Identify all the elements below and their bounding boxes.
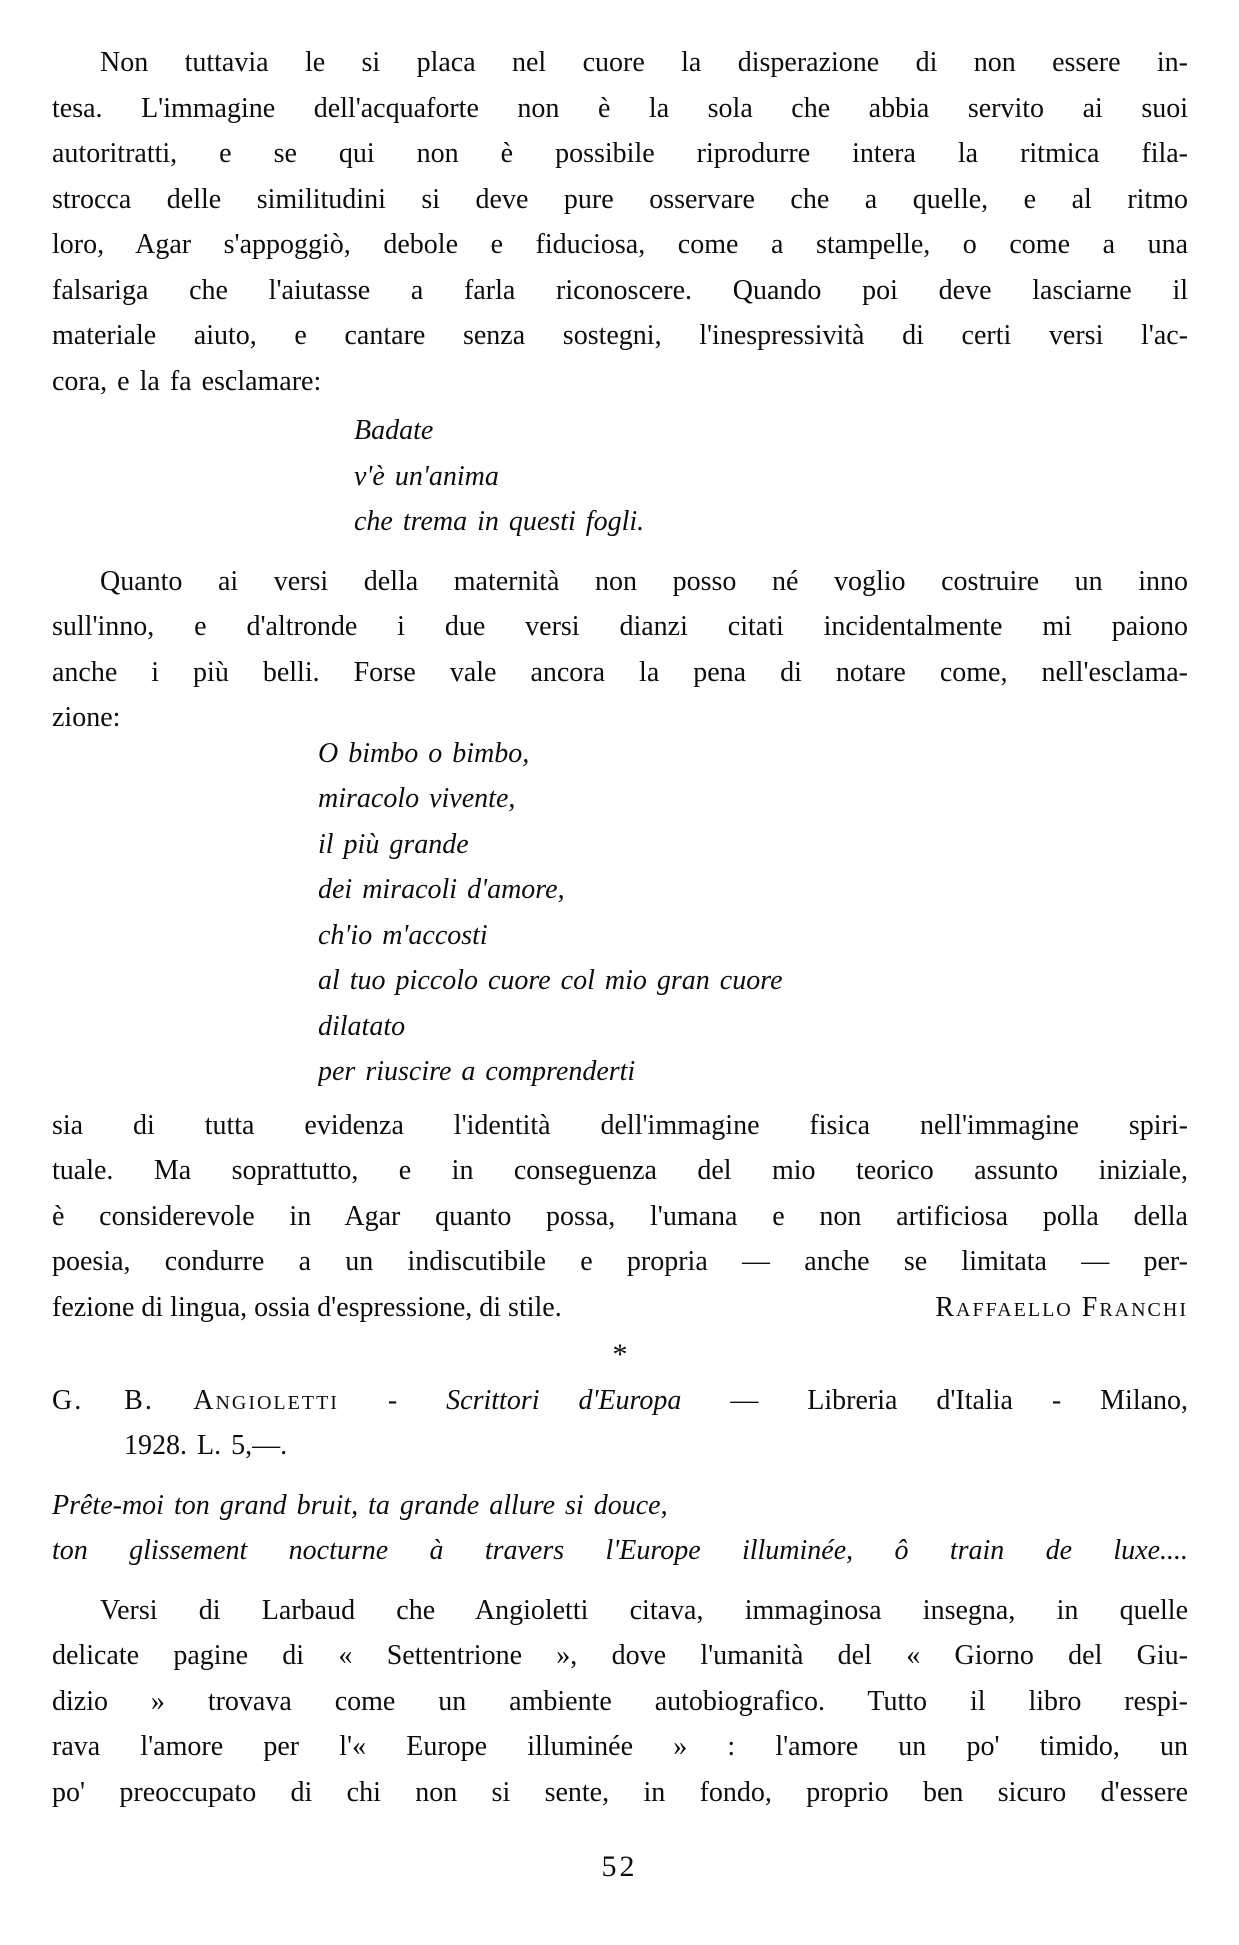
verse-line: Prête-moi ton grand bruit, ta grande allure si douce, bbox=[52, 1489, 668, 1521]
paragraph-2 bbox=[52, 559, 1188, 741]
poem-line: per riuscire a comprenderti bbox=[318, 1056, 636, 1087]
text-line: anche i più belli. Forse vale ancora la pena di notare come, nell'esclama- bbox=[52, 656, 1188, 688]
poem-line: ch'io m'accosti bbox=[318, 919, 488, 951]
text-line: sull'inno, e d'altronde i due versi dianzi citati incidentalmente mi paiono bbox=[52, 611, 1188, 642]
author-signature: Raffaello Franchi bbox=[935, 1291, 1188, 1323]
poem-line: Badate bbox=[354, 415, 434, 446]
poem-line: miracolo vivente, bbox=[318, 783, 516, 814]
bibliography-dash: — bbox=[730, 1384, 759, 1416]
closing-text: fezione di lingua, ossia d'espressione, di stile. bbox=[52, 1291, 562, 1323]
text-line: zione: bbox=[52, 702, 121, 733]
text-line: rava l'amore per l'« Europe illuminée » : l'amore un po' timido, un bbox=[52, 1731, 1188, 1762]
section-separator-star: * bbox=[612, 1338, 628, 1371]
page-number: 52 bbox=[601, 1850, 638, 1883]
poem-quote-2 bbox=[318, 731, 1188, 1095]
text-line: Versi di Larbaud che Angioletti citava, immaginosa insegna, in quelle bbox=[100, 1594, 1188, 1626]
poem-line: che trema in questi fogli. bbox=[354, 506, 645, 537]
bibliography-price-line: 1928. L. 5,—. bbox=[124, 1430, 288, 1461]
paragraph-4 bbox=[52, 1588, 1188, 1816]
poem-line: il più grande bbox=[318, 828, 469, 860]
text-line: falsariga che l'aiutasse a farla riconoscere. Quando poi deve lasciarne il bbox=[52, 274, 1188, 306]
closing-line-row bbox=[52, 1285, 1188, 1331]
text-line: sia di tutta evidenza l'identità dell'immagine fisica nell'immagine spiri- bbox=[52, 1109, 1188, 1141]
text-line: loro, Agar s'appoggiò, debole e fiduciosa, come a stampelle, o come a una bbox=[52, 229, 1188, 260]
bibliography-title: Scrittori d'Europa bbox=[446, 1384, 682, 1416]
poem-line: dilatato bbox=[318, 1010, 406, 1042]
text-line: tesa. L'immagine dell'acquaforte non è la sola che abbia servito ai suoi bbox=[52, 92, 1188, 124]
bibliography-line-1 bbox=[52, 1378, 1188, 1424]
text-line: dizio » trovava come un ambiente autobiografico. Tutto il libro respi- bbox=[52, 1685, 1188, 1717]
text-line: Quanto ai versi della maternità non posso né voglio costruire un inno bbox=[100, 565, 1188, 597]
text-line: tuale. Ma soprattutto, e in conseguenza del mio teorico assunto iniziale, bbox=[52, 1155, 1188, 1186]
poem-line: dei miracoli d'amore, bbox=[318, 874, 565, 905]
poem-line: O bimbo o bimbo, bbox=[318, 737, 530, 769]
paragraph-1 bbox=[52, 40, 1188, 404]
bibliography-hyphen: - bbox=[387, 1384, 398, 1416]
text-line: è considerevole in Agar quanto possa, l'umana e non artificiosa polla della bbox=[52, 1200, 1188, 1232]
poem-line: v'è un'anima bbox=[354, 460, 499, 492]
text-block bbox=[52, 40, 1188, 1815]
bibliography-entry bbox=[52, 1378, 1188, 1469]
text-line: materiale aiuto, e cantare senza sostegni, l'inespressività di certi versi l'ac- bbox=[52, 320, 1188, 351]
verse-line: ton glissement nocturne à travers l'Europe illuminée, ô train de luxe.... bbox=[52, 1535, 1188, 1566]
text-line: poesia, condurre a un indiscutibile e propria — anche se limitata — per- bbox=[52, 1246, 1188, 1277]
paragraph-3 bbox=[52, 1103, 1188, 1331]
poem-quote-1 bbox=[354, 408, 1188, 545]
text-line: delicate pagine di « Settentrione », dove l'umanità del « Giorno del Giu- bbox=[52, 1640, 1188, 1671]
text-line: cora, e la fa esclamare: bbox=[52, 365, 322, 397]
text-line: strocca delle similitudini si deve pure osservare che a quelle, e al ritmo bbox=[52, 183, 1188, 215]
bibliography-publisher: Libreria d'Italia - Milano, bbox=[807, 1384, 1188, 1416]
text-line: po' preoccupato di chi non si sente, in fondo, proprio ben sicuro d'essere bbox=[52, 1776, 1188, 1808]
poem-line: al tuo piccolo cuore col mio gran cuore bbox=[318, 965, 783, 996]
french-verse-quote bbox=[52, 1483, 1188, 1574]
bibliography-author: G. B. Angioletti bbox=[52, 1384, 339, 1416]
text-line: autoritratti, e se qui non è possibile riprodurre intera la ritmica fila- bbox=[52, 138, 1188, 169]
text-line: Non tuttavia le si placa nel cuore la disperazione di non essere in- bbox=[100, 47, 1188, 78]
